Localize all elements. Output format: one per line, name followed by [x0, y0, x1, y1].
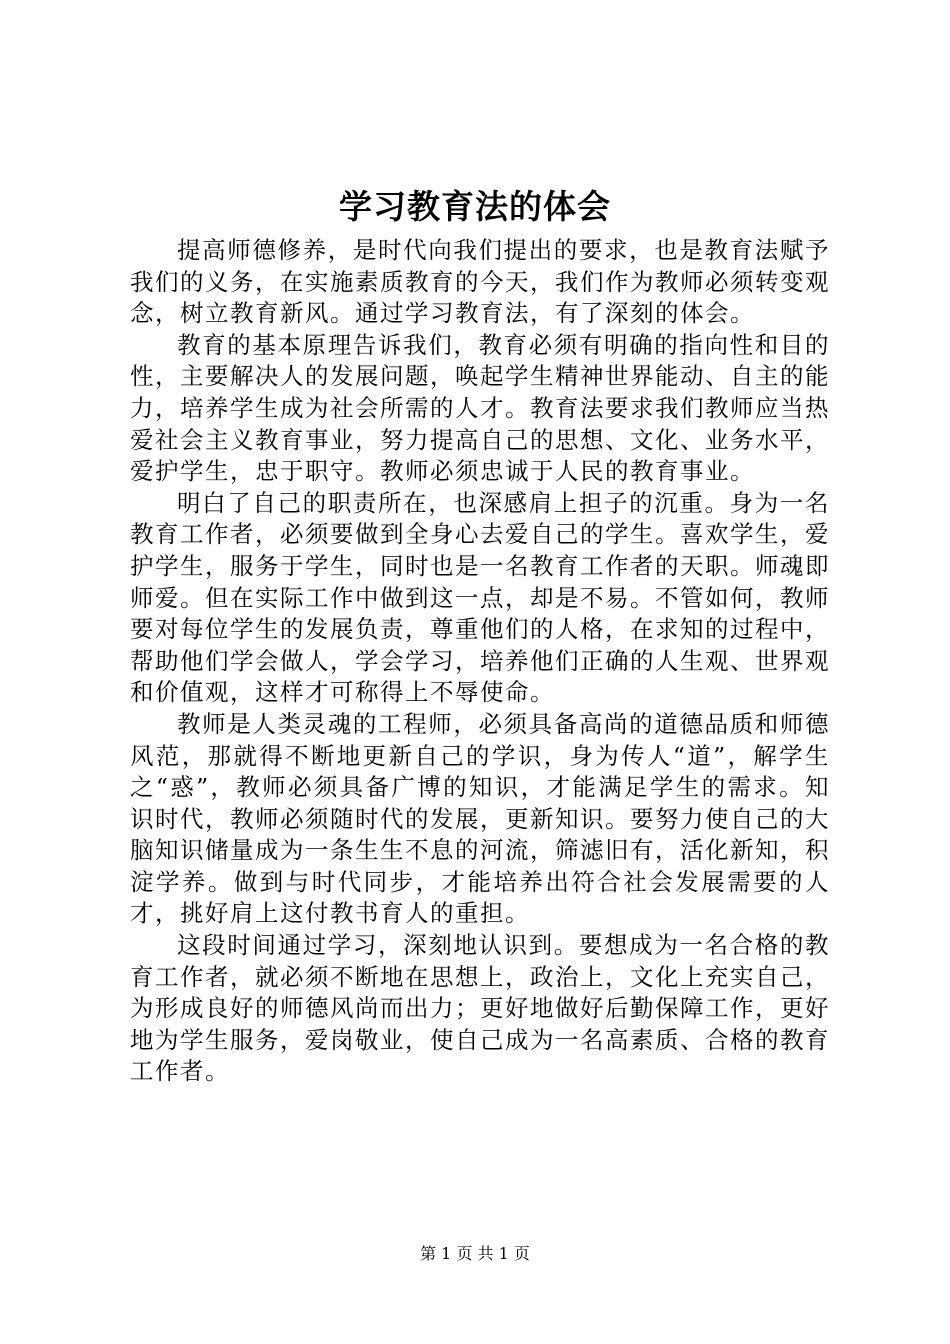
paragraph-5: 这段时间通过学习，深刻地认识到。要想成为一名合格的教育工作者，就必须不断地在思想上，政治上，文化上充实自己，为形成良好的师德风尚而出力；更好地做好后勤保障工作，更好地为学生服务，爱岗敬业，使自己成为一名高素质、合格的教育工作者。 [130, 931, 830, 1086]
paragraph-3: 明白了自己的职责所在，也深感肩上担子的沉重。身为一名教育工作者，必须要做到全身心去爱自己的学生。喜欢学生，爱护学生，服务于学生，同时也是一名教育工作者的天职。师魂即师爱。但在实际工作中做到这一点，却是不易。不管如何，教师要对每位学生的发展负责，尊重他们的人格，在求知的过程中，帮助他们学会做人，学会学习，培养他们正确的人生观、世界观和价值观，这样才可称得上不辱使命。 [130, 488, 830, 707]
document-body [130, 235, 830, 1088]
paragraph-4: 教师是人类灵魂的工程师，必须具备高尚的道德品质和师德风范，那就得不断地更新自己的学识，身为传人“道”，解学生之“惑”，教师必须具备广博的知识，才能满足学生的需求。知识时代，教师必须随时代的发展，更新知识。要努力使自己的大脑知识储量成为一条生生不息的河流，筛滤旧有，活化新知，积淀学养。做到与时代同步，才能培养出符合社会发展需要的人才，挑好肩上这付教书育人的重担。 [130, 709, 830, 928]
page-number-footer: 第 1 页 共 1 页 [420, 1244, 530, 1263]
paragraph-2: 教育的基本原理告诉我们，教育必须有明确的指向性和目的性，主要解决人的发展问题，唤起学生精神世界能动、自主的能力，培养学生成为社会所需的人才。教育法要求我们教师应当热爱社会主义教育事业，努力提高自己的思想、文化、业务水平，爱护学生，忠于职守。教师必须忠诚于人民的教育事业。 [130, 330, 830, 486]
page-title: 学习教育法的体会 [339, 187, 611, 226]
paragraph-1: 提高师德修养，是时代向我们提出的要求，也是教育法赋予我们的义务，在实施素质教育的今天，我们作为教师必须转变观念，树立教育新风。通过学习教育法，有了深刻的体会。 [130, 236, 830, 328]
